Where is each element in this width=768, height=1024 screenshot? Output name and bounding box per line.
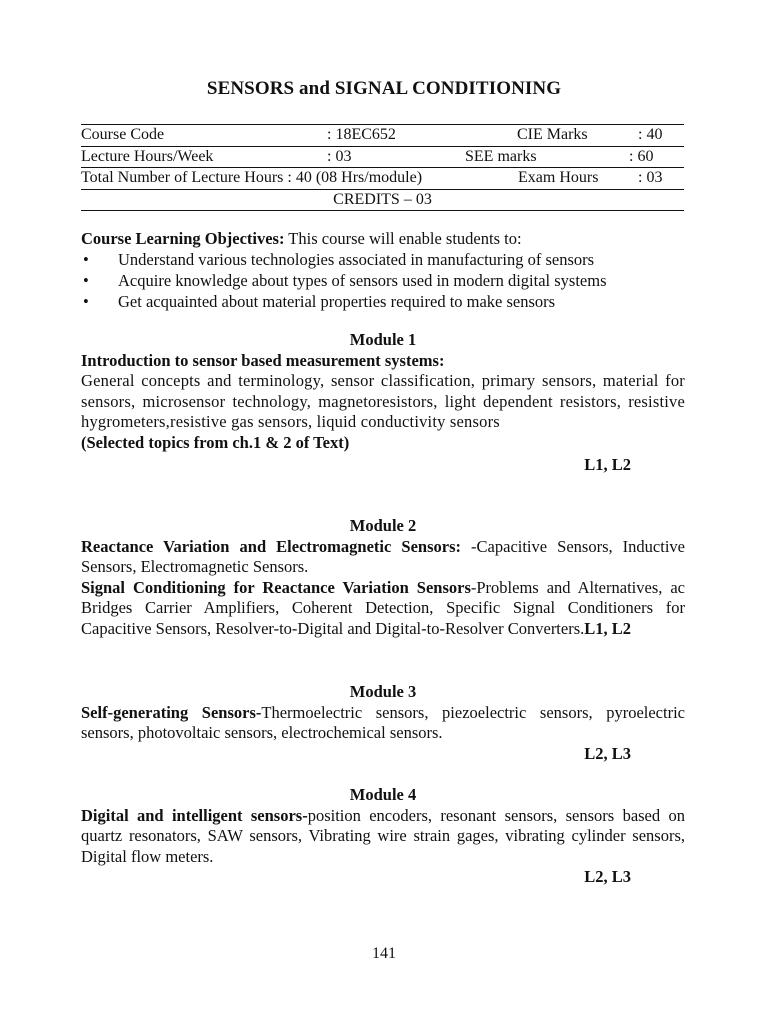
module-4-section: [81, 785, 685, 888]
cie-marks-label: CIE Marks: [517, 126, 588, 143]
module-3-heading: Module 3: [349, 682, 417, 701]
module-4-text-block: [81, 806, 685, 868]
module-2-part1: [81, 537, 685, 578]
module-1-levels: L1, L2: [584, 455, 631, 474]
total-hours-row: [81, 168, 684, 190]
module-1-heading: Module 1: [349, 330, 417, 349]
course-code-value: : 18EC652: [327, 126, 396, 143]
objective-text: Acquire knowledge about types of sensors used in modern digital systems: [118, 271, 607, 290]
see-marks-label: SEE marks: [465, 147, 537, 165]
module-2-heading: Module 2: [349, 516, 417, 535]
page-title: SENSORS and SIGNAL CONDITIONING: [206, 78, 562, 99]
objectives-heading: Course Learning Objectives:: [81, 229, 285, 248]
module-2-section: [81, 516, 685, 639]
module-1-note: (Selected topics from ch.1 & 2 of Text): [81, 432, 350, 452]
module-1-section: [81, 330, 685, 476]
module-4-text: position encoders, resonant sensors, sensors based on quartz resonators, SAW sensors, Vibrating wire strain gages, vibrating cylinder sensors, Digital flow meters.: [81, 805, 685, 866]
see-marks-value: : 60: [629, 147, 654, 165]
module-3-levels: L2, L3: [584, 743, 631, 763]
lecture-hours-label: Lecture Hours/Week: [81, 147, 214, 165]
exam-hours-value: : 03: [638, 169, 663, 186]
module-1-text: General concepts and terminology, sensor classification, primary sensors, material for sensors, microsensor technology, magnetoresistors, light dependent resistors, resistive hygrometers,resistive gas sensors, liquid conductivity sensors: [81, 371, 685, 431]
credits-text: CREDITS – 03: [333, 190, 432, 208]
module-3-section: [81, 682, 685, 764]
exam-hours-label: Exam Hours: [518, 169, 599, 186]
credits-row: [81, 190, 684, 211]
objective-item: [81, 291, 685, 312]
module-4-title: Digital and intelligent sensors-: [81, 805, 308, 825]
total-hours-label: Total Number of Lecture Hours : 40 (08 Hrs/module): [81, 169, 423, 186]
objectives-list: [81, 249, 685, 312]
course-code-row: [81, 125, 684, 147]
bullet-icon: •: [83, 292, 89, 311]
bullet-icon: •: [83, 271, 89, 290]
lecture-hours-value: : 03: [327, 147, 352, 165]
course-objectives: [81, 228, 685, 312]
objective-item: [81, 249, 685, 270]
course-info-table: [81, 124, 684, 211]
module-3-text-block: [81, 703, 685, 744]
module-4-heading: Module 4: [349, 785, 417, 804]
bullet-icon: •: [83, 250, 89, 269]
objective-text: Get acquainted about material properties required to make sensors: [118, 292, 556, 311]
module-3-text: Thermoelectric sensors, piezoelectric sensors, pyroelectric sensors, photovoltaic sensors, electrochemical sensors.: [81, 702, 685, 742]
objective-text: Understand various technologies associated in manufacturing of sensors: [118, 250, 595, 269]
objectives-intro-text: This course will enable students to:: [284, 229, 522, 248]
page-number: 141: [372, 945, 396, 962]
module-2-part1-text: -Capacitive Sensors, Inductive Sensors, Electromagnetic Sensors.: [81, 536, 685, 576]
cie-marks-value: : 40: [638, 126, 663, 143]
module-2-part2-text: -Problems and Alternatives, ac Bridges Carrier Amplifiers, Coherent Detection, Specific Signal Conditioners for Capacitive Sensors, Resolver-to-Digital and Digital-to-Resolver Converters.: [81, 577, 686, 638]
module-3-title: Self-generating Sensors-: [81, 702, 262, 722]
objective-item: [81, 270, 685, 291]
objectives-intro: [81, 228, 685, 249]
module-1-subheading: Introduction to sensor based measurement systems:: [81, 350, 445, 370]
lecture-hours-row: [81, 147, 684, 169]
course-code-label: Course Code: [81, 126, 165, 143]
module-2-levels: L1, L2: [584, 618, 631, 638]
module-2-part1-title: Reactance Variation and Electromagnetic Sensors:: [81, 536, 461, 556]
module-4-levels: L2, L3: [584, 867, 631, 886]
module-2-part2-title: Signal Conditioning for Reactance Variation Sensors: [81, 577, 471, 597]
